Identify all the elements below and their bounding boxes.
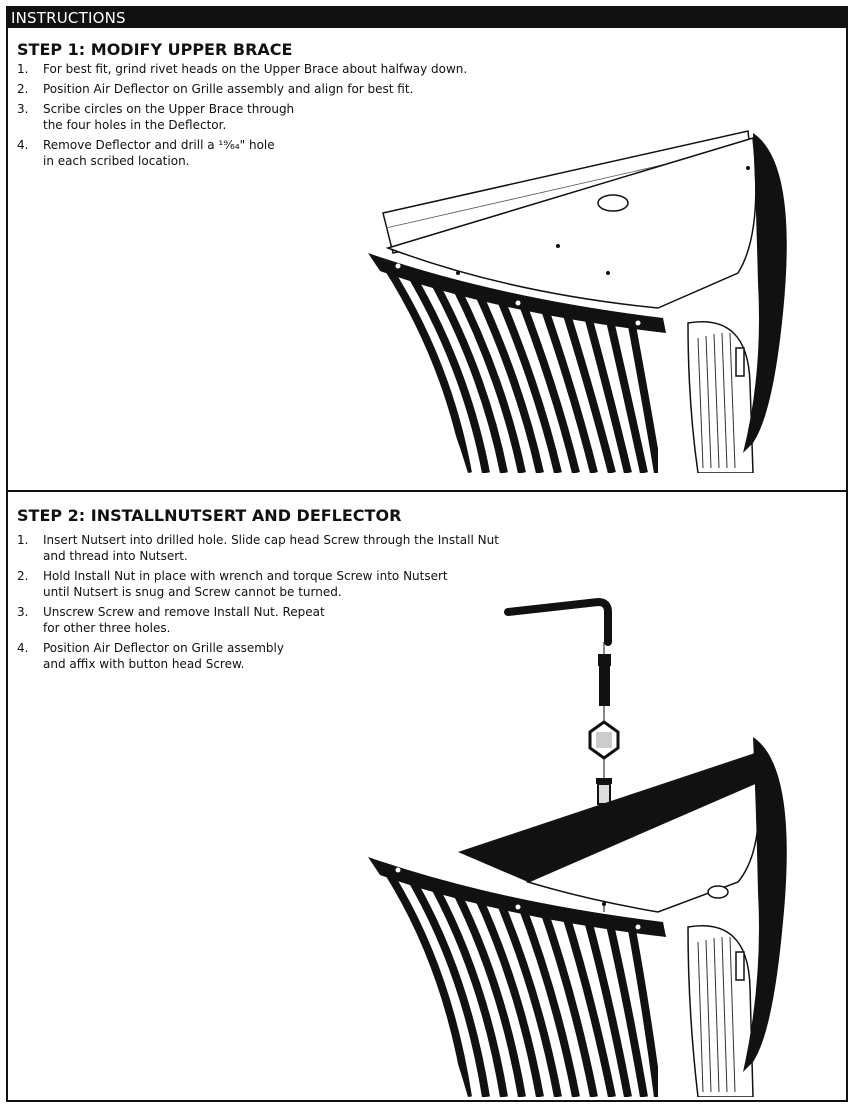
step1-panel [8,28,846,490]
step1-item-number: 3. [17,102,29,116]
step2-item-number: 4. [17,641,29,655]
step1-item-number: 2. [17,82,29,96]
step1-item-text: Remove Deflector and drill a ¹⁹⁄₆₄" hole in each scribed location. [43,138,275,168]
step2-item-number: 3. [17,605,29,619]
step2-item-text: Insert Nutsert into drilled hole. Slide cap head Screw through the Install Nut and thread into Nutsert. [43,533,499,563]
step2-item [17,532,499,564]
upper-brace-illustration [358,123,788,473]
step1-item-text: Position Air Deflector on Grille assembly and align for best fit. [43,82,414,96]
step2-item-number: 1. [17,533,29,547]
step1-item-text: For best fit, grind rivet heads on the Upper Brace about halfway down. [43,62,468,76]
nutsert-install-illustration [358,592,788,1097]
step1-item [17,81,467,97]
step1-item-number: 1. [17,62,29,76]
step2-panel [8,490,846,1102]
step1-item-text: Scribe circles on the Upper Brace through the four holes in the Deflector. [43,102,295,132]
instructions-header: INSTRUCTIONS [8,8,846,28]
step1-title: STEP 1: MODIFY UPPER BRACE [17,40,293,59]
step2-item-text: Position Air Deflector on Grille assembly and affix with button head Screw. [43,641,284,671]
step1-item [17,61,467,77]
step1-item-number: 4. [17,138,29,152]
step2-item-text: Hold Install Nut in place with wrench and torque Screw into Nutsert until Nutsert is snug and Screw cannot be turned. [43,569,448,599]
step2-item-number: 2. [17,569,29,583]
step2-item-text: Unscrew Screw and remove Install Nut. Repeat for other three holes. [43,605,325,635]
step2-title: STEP 2: INSTALLNUTSERT AND DEFLECTOR [17,506,402,525]
instruction-sheet [6,6,848,1102]
